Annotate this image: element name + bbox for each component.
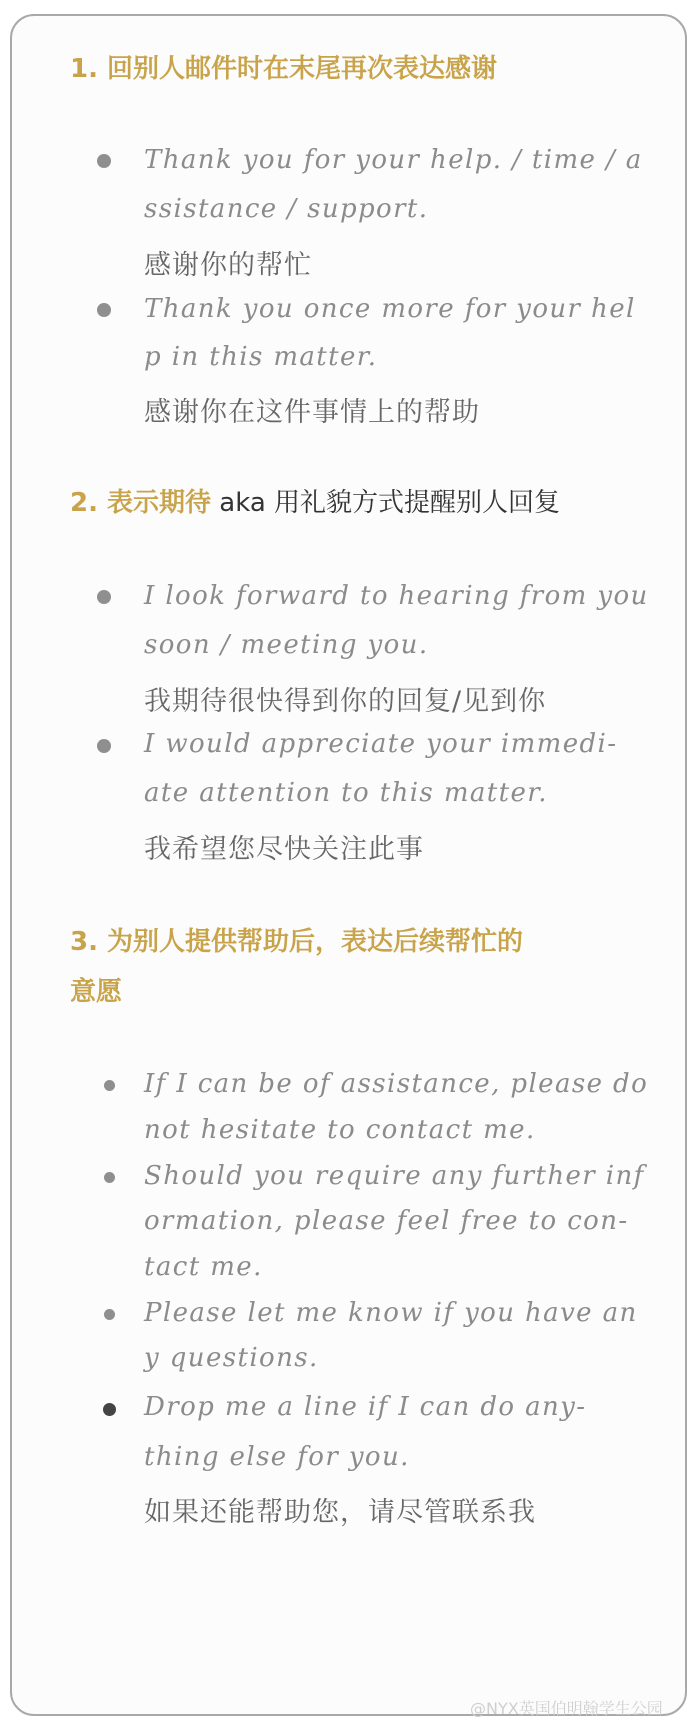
english-phrase-line: Thank you once more for your hel xyxy=(144,294,636,324)
bullet-icon xyxy=(97,303,111,317)
english-phrase-line: If I can be of assistance, please do xyxy=(144,1069,649,1099)
english-phrase-line: thing else for you. xyxy=(144,1442,410,1472)
section-3-heading-line: 意愿 xyxy=(70,977,123,1007)
english-phrase-line: not hesitate to contact me. xyxy=(144,1115,536,1145)
chinese-translation: 我期待很快得到你的回复/见到你 xyxy=(144,686,547,717)
bullet-icon xyxy=(104,1172,115,1183)
english-phrase-line: Drop me a line if I can do any- xyxy=(144,1392,587,1422)
english-phrase-line: Thank you for your help. / time / a xyxy=(144,145,643,175)
bullet-icon xyxy=(97,739,111,753)
english-phrase-line: Please let me know if you have an xyxy=(144,1298,638,1328)
english-phrase-line: ssistance / support. xyxy=(144,194,429,224)
english-phrase-line: y questions. xyxy=(144,1343,319,1373)
section-1-heading-text: 1. 回别人邮件时在末尾再次表达感谢 xyxy=(70,54,498,84)
bullet-icon xyxy=(103,1403,116,1416)
english-phrase-line: tact me. xyxy=(144,1252,263,1282)
chinese-translation: 如果还能帮助您，请尽管联系我 xyxy=(144,1497,536,1528)
bullet-icon xyxy=(97,154,111,168)
bullet-icon xyxy=(104,1080,115,1091)
section-2-heading-text: 2. 表示期待 xyxy=(70,488,212,518)
chinese-translation: 感谢你在这件事情上的帮助 xyxy=(144,397,480,428)
english-phrase-line: p in this matter. xyxy=(144,342,378,372)
english-phrase-line: I would appreciate your immedi- xyxy=(144,729,618,759)
section-3-heading xyxy=(70,966,122,1019)
section-3-heading xyxy=(70,916,523,969)
watermark: @NYX英国伯明翰学生公园 xyxy=(470,1699,663,1718)
section-2-heading xyxy=(70,477,560,530)
bullet-icon xyxy=(97,590,111,604)
english-phrase-line: ate attention to this matter. xyxy=(144,778,548,808)
section-2-heading-suffix: aka 用礼貌方式提醒别人回复 xyxy=(211,488,561,518)
english-phrase-line: I look forward to hearing from you xyxy=(144,581,649,611)
chinese-translation: 感谢你的帮忙 xyxy=(144,250,312,281)
english-phrase-line: ormation, please feel free to con- xyxy=(144,1206,629,1236)
english-phrase-line: Should you require any further inf xyxy=(144,1161,645,1191)
chinese-translation: 我希望您尽快关注此事 xyxy=(144,834,424,865)
english-phrase-line: soon / meeting you. xyxy=(144,630,429,660)
bullet-icon xyxy=(104,1309,115,1320)
section-3-heading-line: 3. 为别人提供帮助后，表达后续帮忙的 xyxy=(70,927,524,957)
section-1-heading xyxy=(70,43,497,96)
